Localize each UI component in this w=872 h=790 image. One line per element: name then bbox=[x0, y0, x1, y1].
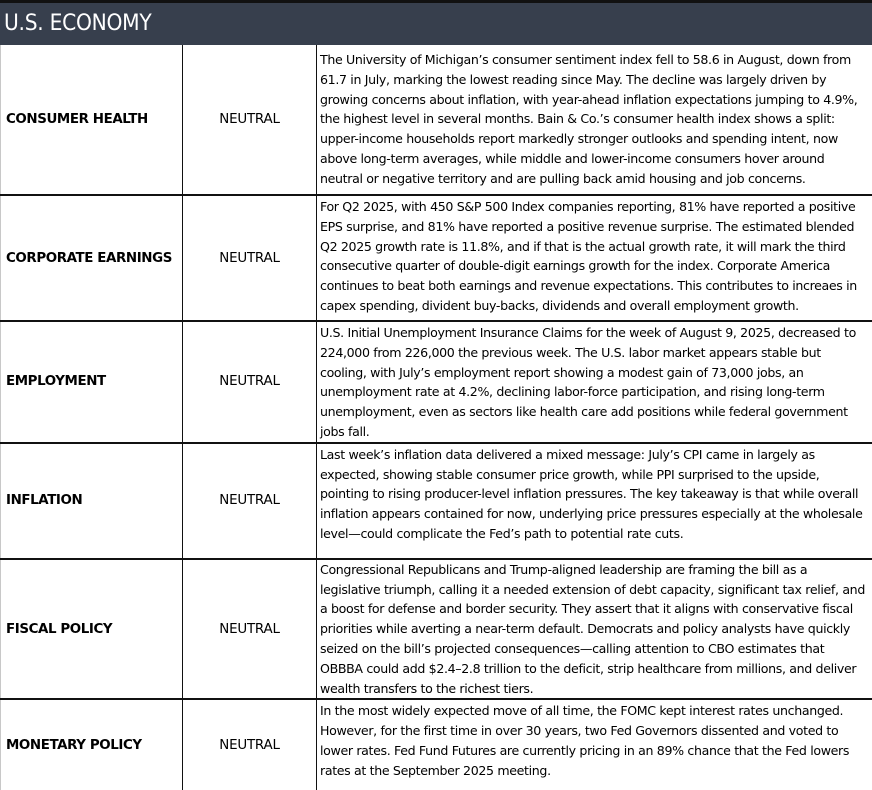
table-row-corporate-earnings bbox=[1, 195, 872, 321]
table-row-consumer-health bbox=[1, 45, 872, 195]
commentary-text: In the most widely expected move of all time, the FOMC kept interest rates unchanged. However, for the first time in over 30 years, two Fed Governors dissented and voted to lower rates. Fed Fund Futures are currently pricing in an 89% chance that the Fed lowers rates at the September 2025 meeting. bbox=[320, 700, 870, 780]
commentary-cell bbox=[317, 195, 872, 321]
section-title: U.S. ECONOMY bbox=[4, 3, 151, 45]
outlook-cell: NEUTRAL bbox=[183, 559, 317, 700]
outlook-cell: NEUTRAL bbox=[183, 321, 317, 443]
commentary-text: U.S. Initial Unemployment Insurance Claims for the week of August 9, 2025, decreased to 224,000 from 226,000 the previous week. The U.S. labor market appears stable but cooling, with July’s employment report showing a modest gain of 73,000 jobs, an unemployment rate at 4.2%, declining labor-force participation, and rising long-term unemployment, even as sectors like health care add positions while federal government jobs fall. bbox=[320, 322, 870, 442]
outlook-cell: NEUTRAL bbox=[183, 45, 317, 195]
commentary-cell bbox=[317, 443, 872, 559]
category-cell: CONSUMER HEALTH bbox=[1, 45, 183, 195]
table-row-inflation bbox=[1, 443, 872, 559]
commentary-text: Congressional Republicans and Trump-aligned leadership are framing the bill as a legislative triumph, calling it a needed extension of debt capacity, significant tax relief, and a boost for defense and border security. They assert that it aligns with conservative fiscal priorities while averting a near-term default. Democrats and policy analysts have quickly seized on the bill’s projected consequences—calling attention to CBO estimates that OBBBA could add $2.4–2.8 trillion to the deficit, strip healthcare from millions, and deliver wealth transfers to the richest tiers. bbox=[320, 560, 870, 699]
outlook-cell: NEUTRAL bbox=[183, 195, 317, 321]
table-row-employment bbox=[1, 321, 872, 443]
category-cell: INFLATION bbox=[1, 443, 183, 559]
table-row-fiscal-policy bbox=[1, 559, 872, 700]
commentary-cell bbox=[317, 699, 872, 790]
outlook-cell: NEUTRAL bbox=[183, 699, 317, 790]
table-row-monetary-policy bbox=[1, 699, 872, 790]
category-cell: FISCAL POLICY bbox=[1, 559, 183, 700]
category-cell: MONETARY POLICY bbox=[1, 699, 183, 790]
category-cell: EMPLOYMENT bbox=[1, 321, 183, 443]
category-cell: CORPORATE EARNINGS bbox=[1, 195, 183, 321]
economy-table bbox=[0, 45, 872, 790]
commentary-text: The University of Michigan’s consumer sentiment index fell to 58.6 in August, down from 61.7 in July, marking the lowest reading since May. The decline was largely driven by growing concerns about inflation, with year-ahead inflation expectations jumping to 4.9%, the highest level in several months. Bain & Co.’s consumer health index shows a split: upper-income households report markedly stronger outlooks and spending intent, now above long-term averages, while middle and lower-income consumers hover around neutral or negative territory and are pulling back amid housing and job concerns. bbox=[320, 45, 870, 189]
commentary-cell bbox=[317, 45, 872, 195]
commentary-text: For Q2 2025, with 450 S&P 500 Index companies reporting, 81% have reported a positive EPS surprise, and 81% have reported a positive revenue surprise. The estimated blended Q2 2025 growth rate is 11.8%, and if that is the actual growth rate, it will mark the third consecutive quarter of double-digit earnings growth for the index. Corporate America continues to beat both earnings and revenue expectations. This contributes to increaes in capex spending, divident buy-backs, dividends and overall employment growth. bbox=[320, 196, 870, 316]
section-header bbox=[0, 0, 872, 45]
commentary-cell bbox=[317, 559, 872, 700]
outlook-cell: NEUTRAL bbox=[183, 443, 317, 559]
commentary-text: Last week’s inflation data delivered a mixed message: July’s CPI came in largely as expected, showing stable consumer price growth, while PPI surprised to the upside, pointing to rising producer-level inflation pressures. The key takeaway is that while overall inflation appears contained for now, underlying price pressures especially at the wholesale level—could complicate the Fed’s path to potential rate cuts. bbox=[320, 444, 870, 544]
commentary-cell bbox=[317, 321, 872, 443]
